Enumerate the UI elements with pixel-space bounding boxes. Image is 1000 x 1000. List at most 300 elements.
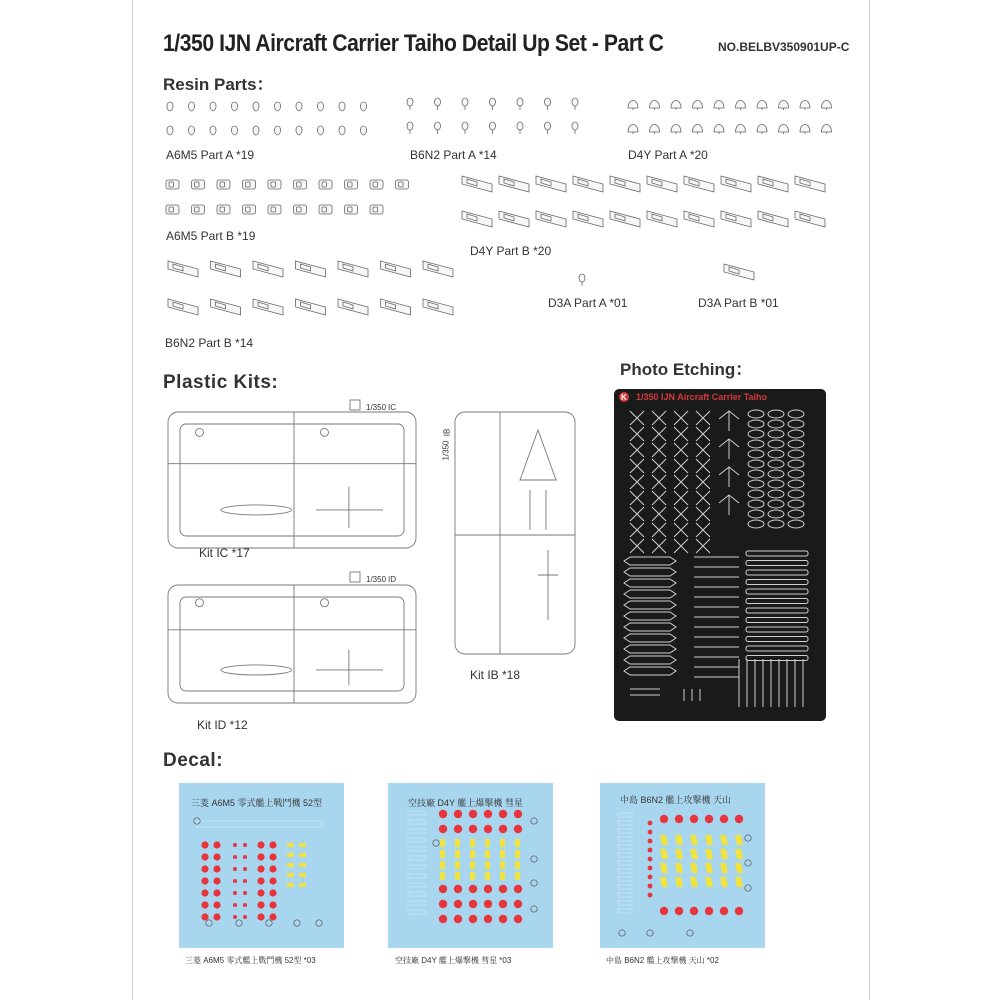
decal-index-marker <box>266 920 272 926</box>
resin-d4y-part-a <box>779 125 789 133</box>
decal-roundel-small <box>648 875 653 880</box>
resin-a6m5-part-b <box>399 182 404 187</box>
decal-roundel-small <box>648 884 653 889</box>
kit-id-scale-tag: 1/350 <box>366 575 387 584</box>
resin-d4y-part-a <box>757 125 767 133</box>
decal-clear-markings <box>408 811 426 815</box>
resin-d4y-part-a <box>628 125 638 133</box>
decal-roundel-large <box>439 825 447 833</box>
decal-roundel-small <box>233 843 237 847</box>
kit-ib-scale-tag: 1/350 <box>441 440 451 461</box>
decal-index-marker <box>531 906 537 912</box>
decal-roundel-large <box>499 810 507 818</box>
decal-yellow-stripe <box>720 835 728 845</box>
decal-roundel-small <box>243 903 247 907</box>
label-d4y-part-b: D4Y Part B *20 <box>470 244 552 258</box>
decal-caption-a6m5: 三菱 A6M5 零式艦上戰鬥機 52型 *03 <box>185 956 316 965</box>
resin-d4y-part-a <box>822 101 832 109</box>
decal-index-marker <box>745 860 751 866</box>
decal-roundel-large <box>269 889 276 896</box>
decal-index-marker <box>206 920 212 926</box>
decal-roundel-large <box>213 877 220 884</box>
decal-roundel-large <box>439 810 447 818</box>
sprue-kit-id <box>168 585 416 703</box>
decal-clear-markings <box>408 865 426 869</box>
decal-roundel-large <box>484 825 492 833</box>
decal-roundel-large <box>213 865 220 872</box>
decal-roundel-large <box>201 901 208 908</box>
decal-yellow-stripe <box>455 872 460 880</box>
decal-roundel-large <box>454 915 462 923</box>
decal-yellow-stripe <box>515 872 520 880</box>
decal-roundel-large <box>469 825 477 833</box>
decal-yellow-stripe <box>500 839 505 847</box>
decal-roundel-small <box>243 855 247 859</box>
decal-index-marker <box>316 920 322 926</box>
decal-roundel-large <box>454 900 462 908</box>
decal-roundel-small <box>233 891 237 895</box>
sprue-kit-id-tag-box <box>350 572 360 582</box>
photo-etching-heading: Photo Etching： <box>620 360 753 379</box>
resin-d4y-part-a <box>736 101 746 109</box>
decal-clear-markings <box>408 901 426 905</box>
decal-index-marker <box>294 920 300 926</box>
resin-a6m5-part-a <box>232 126 238 135</box>
resin-a6m5-part-b <box>169 207 174 212</box>
decal-title-d4y: 空技廠 D4Y 艦上爆撃機 彗星 <box>408 798 523 808</box>
decal-roundel-large <box>514 810 522 818</box>
decal-roundel-large <box>514 915 522 923</box>
decal-yellow-stripe <box>299 863 306 867</box>
decal-roundel-large <box>484 915 492 923</box>
resin-b6n2-part-a <box>545 98 551 106</box>
decal-caption-d4y: 空技廠 D4Y 艦上爆撃機 彗星 *03 <box>395 956 512 965</box>
decal-yellow-stripe <box>455 861 460 869</box>
resin-a6m5-part-b <box>246 207 251 212</box>
decal-sheet-d4y <box>388 783 553 948</box>
decal-index-marker <box>647 930 653 936</box>
kit-ib-tag: IB <box>442 428 452 437</box>
decal-index-marker <box>236 920 242 926</box>
decal-index-marker <box>745 835 751 841</box>
resin-d4y-part-a <box>779 101 789 109</box>
decal-index-marker <box>619 930 625 936</box>
resin-b6n2-part-a <box>462 122 468 130</box>
decal-roundel-small <box>243 879 247 883</box>
resin-a6m5-part-a <box>210 126 216 135</box>
plastic-kit-sprues <box>0 380 1000 780</box>
decal-yellow-stripe <box>470 861 475 869</box>
decal-roundel-large <box>735 815 743 823</box>
decal-roundel-small <box>233 855 237 859</box>
decal-yellow-stripe <box>705 849 713 859</box>
decal-sheet-a6m5 <box>179 783 344 948</box>
decal-clear-markings <box>618 845 632 849</box>
sprue-kit-ic <box>196 428 204 436</box>
resin-a6m5-part-b <box>322 182 327 187</box>
decal-roundel-small <box>233 915 237 919</box>
decal-yellow-stripe <box>299 873 306 877</box>
decal-roundel-small <box>648 821 653 826</box>
decal-clear-markings <box>618 813 632 817</box>
decal-yellow-stripe <box>440 872 445 880</box>
decal-roundel-large <box>499 825 507 833</box>
decal-roundel-large <box>257 901 264 908</box>
kit-id-tag: ID <box>388 575 396 584</box>
decal-roundel-large <box>257 877 264 884</box>
decal-yellow-stripe <box>500 850 505 858</box>
resin-b6n2-part-a <box>407 98 413 106</box>
decal-yellow-stripe <box>660 863 668 873</box>
decal-roundel-small <box>233 867 237 871</box>
resin-d4y-part-a <box>693 101 703 109</box>
decal-yellow-stripe <box>455 839 460 847</box>
decal-roundel-large <box>675 907 683 915</box>
resin-a6m5-part-b <box>246 182 251 187</box>
decal-index-marker <box>531 880 537 886</box>
decal-clear-markings <box>408 838 426 842</box>
decal-roundel-small <box>233 879 237 883</box>
decal-clear-markings <box>408 829 426 833</box>
decal-roundel-small <box>648 830 653 835</box>
sprue-kit-ic-tag-box <box>350 400 360 410</box>
decal-title-a6m5: 三菱 A6M5 零式艦上戰鬥機 52型 <box>191 798 323 808</box>
decal-roundel-large <box>269 853 276 860</box>
decal-roundel-large <box>257 841 264 848</box>
decal-roundel-large <box>201 841 208 848</box>
decal-roundel-large <box>213 901 220 908</box>
decal-clear-markings <box>618 885 632 889</box>
resin-b6n2-part-a <box>517 98 523 106</box>
sprue-kit-id <box>196 599 204 607</box>
decal-roundel-large <box>484 885 492 893</box>
decal-clear-markings <box>197 821 322 827</box>
resin-a6m5-part-b <box>220 182 225 187</box>
resin-d4y-part-a <box>671 125 681 133</box>
decal-yellow-stripe <box>440 850 445 858</box>
decal-yellow-stripe <box>470 872 475 880</box>
resin-d4y-part-a <box>736 125 746 133</box>
resin-a6m5-part-a <box>253 102 259 111</box>
resin-b6n2-part-a <box>545 122 551 130</box>
label-a6m5-part-b: A6M5 Part B *19 <box>166 229 256 243</box>
resin-a6m5-part-b <box>348 182 353 187</box>
resin-a6m5-part-b <box>220 207 225 212</box>
resin-b6n2-part-a <box>572 122 578 130</box>
resin-d4y-part-a <box>650 101 660 109</box>
label-kit-ib: Kit IB *18 <box>470 668 521 682</box>
resin-d4y-part-a <box>800 101 810 109</box>
decal-roundel-large <box>690 815 698 823</box>
label-b6n2-part-b: B6N2 Part B *14 <box>165 336 254 350</box>
decal-yellow-stripe <box>299 843 306 847</box>
decal-roundel-large <box>257 865 264 872</box>
resin-parts-heading: Resin Parts： <box>163 75 274 94</box>
resin-b6n2-part-a <box>517 122 523 130</box>
decal-roundel-large <box>269 841 276 848</box>
decal-index-marker <box>687 930 693 936</box>
resin-a6m5-part-a <box>167 126 173 135</box>
resin-d4y-part-a <box>693 125 703 133</box>
decal-roundel-large <box>469 810 477 818</box>
decal-yellow-stripe <box>485 861 490 869</box>
kit-ic-scale-tag: 1/350 <box>366 403 387 412</box>
decal-roundel-large <box>201 877 208 884</box>
decal-roundel-large <box>484 810 492 818</box>
decal-clear-markings <box>408 856 426 860</box>
decal-yellow-stripe <box>299 883 306 887</box>
resin-a6m5-part-a <box>318 126 324 135</box>
decal-yellow-stripe <box>287 873 294 877</box>
pe-sheet-title: 1/350 IJN Aircraft Carrier Taiho <box>636 392 768 402</box>
resin-d4y-part-a <box>714 101 724 109</box>
decal-roundel-small <box>243 843 247 847</box>
label-b6n2-part-a: B6N2 Part A *14 <box>410 148 497 162</box>
decal-yellow-stripe <box>705 877 713 887</box>
decal-roundel-large <box>213 889 220 896</box>
label-a6m5-part-a: A6M5 Part A *19 <box>166 148 255 162</box>
resin-b6n2-part-a <box>572 98 578 106</box>
resin-a6m5-part-a <box>296 102 302 111</box>
decal-clear-markings <box>618 909 632 913</box>
sprue-kit-id <box>180 597 404 691</box>
sprue-kit-id <box>321 599 329 607</box>
resin-a6m5-part-b <box>271 207 276 212</box>
label-kit-id: Kit ID *12 <box>197 718 248 732</box>
decal-roundel-large <box>660 815 668 823</box>
decal-roundel-large <box>439 915 447 923</box>
decal-clear-markings <box>408 910 426 914</box>
resin-d3a-part-a <box>579 274 585 282</box>
sprue-kit-ib <box>455 412 575 654</box>
decal-yellow-stripe <box>660 877 668 887</box>
decal-clear-markings <box>618 853 632 857</box>
decal-yellow-stripe <box>515 861 520 869</box>
decal-title-b6n2: 中島 B6N2 艦上攻撃機 天山 <box>620 795 732 805</box>
resin-a6m5-part-a <box>189 102 195 111</box>
resin-b6n2-part-a <box>490 122 496 130</box>
decal-roundel-small <box>243 891 247 895</box>
decal-roundel-large <box>705 815 713 823</box>
decal-caption-b6n2: 中島 B6N2 艦上攻撃機 天山 *02 <box>606 956 719 965</box>
resin-a6m5-part-a <box>361 126 367 135</box>
decal-yellow-stripe <box>735 877 743 887</box>
decal-yellow-stripe <box>720 849 728 859</box>
decal-roundel-large <box>469 900 477 908</box>
decal-index-marker <box>531 818 537 824</box>
resin-a6m5-part-a <box>296 126 302 135</box>
decal-roundel-small <box>648 893 653 898</box>
resin-a6m5-part-b <box>348 207 353 212</box>
decal-roundel-large <box>499 915 507 923</box>
resin-a6m5-part-b <box>297 182 302 187</box>
sprue-kit-ic <box>180 424 404 536</box>
resin-a6m5-part-b <box>322 207 327 212</box>
decal-index-marker <box>531 856 537 862</box>
resin-a6m5-part-a <box>361 102 367 111</box>
decal-yellow-stripe <box>705 835 713 845</box>
decal-roundel-large <box>257 889 264 896</box>
decal-roundel-large <box>269 901 276 908</box>
label-d3a-part-b: D3A Part B *01 <box>698 296 779 310</box>
decal-roundel-small <box>243 915 247 919</box>
decal-roundel-large <box>705 907 713 915</box>
decal-yellow-stripe <box>660 835 668 845</box>
decal-yellow-stripe <box>500 872 505 880</box>
sprue-kit-id <box>316 650 383 685</box>
resin-d4y-part-a <box>714 125 724 133</box>
decal-roundel-large <box>514 885 522 893</box>
decal-roundel-small <box>648 857 653 862</box>
sprue-kit-ib <box>538 550 558 620</box>
resin-b6n2-part-a <box>435 98 441 106</box>
resin-a6m5-part-a <box>339 126 345 135</box>
decal-yellow-stripe <box>735 835 743 845</box>
sprue-kit-ic <box>316 487 383 528</box>
decal-roundel-large <box>484 900 492 908</box>
decal-yellow-stripe <box>720 863 728 873</box>
decal-yellow-stripe <box>735 863 743 873</box>
decal-yellow-stripe <box>485 872 490 880</box>
decal-roundel-large <box>269 865 276 872</box>
resin-d4y-part-a <box>757 101 767 109</box>
decal-roundel-small <box>648 839 653 844</box>
plastic-kits-heading: Plastic Kits: <box>163 372 279 393</box>
decal-roundel-large <box>514 900 522 908</box>
decal-yellow-stripe <box>690 835 698 845</box>
decal-roundel-large <box>213 853 220 860</box>
decal-yellow-stripe <box>287 863 294 867</box>
decal-roundel-large <box>469 885 477 893</box>
decal-clear-markings <box>618 877 632 881</box>
pe-logo: K <box>621 393 627 402</box>
decal-index-marker <box>745 885 751 891</box>
decal-heading: Decal: <box>163 750 224 771</box>
decal-roundel-large <box>269 913 276 920</box>
decal-yellow-stripe <box>515 839 520 847</box>
page-title: 1/350 IJN Aircraft Carrier Taiho Detail Up Set - Part C <box>163 30 664 57</box>
decal-roundel-large <box>469 915 477 923</box>
decal-roundel-large <box>514 825 522 833</box>
decal-roundel-large <box>257 913 264 920</box>
resin-a6m5-part-a <box>318 102 324 111</box>
decal-yellow-stripe <box>440 839 445 847</box>
decal-clear-markings <box>618 869 632 873</box>
decal-yellow-stripe <box>500 861 505 869</box>
resin-d4y-part-a <box>628 101 638 109</box>
decal-roundel-large <box>201 853 208 860</box>
decal-yellow-stripe <box>705 863 713 873</box>
decal-clear-markings <box>618 861 632 865</box>
decal-clear-markings <box>408 820 426 824</box>
label-d4y-part-a: D4Y Part A *20 <box>628 148 708 162</box>
decal-yellow-stripe <box>690 863 698 873</box>
decal-yellow-stripe <box>720 877 728 887</box>
decal-yellow-stripe <box>660 849 668 859</box>
label-d3a-part-a: D3A Part A *01 <box>548 296 628 310</box>
decal-clear-markings <box>408 883 426 887</box>
resin-a6m5-part-a <box>275 102 281 111</box>
resin-a6m5-part-a <box>189 126 195 135</box>
decal-roundel-large <box>660 907 668 915</box>
decal-roundel-large <box>213 841 220 848</box>
decal-roundel-large <box>201 913 208 920</box>
resin-b6n2-part-a <box>435 122 441 130</box>
decal-index-marker <box>433 840 439 846</box>
decal-roundel-large <box>675 815 683 823</box>
decal-clear-markings <box>408 892 426 896</box>
resin-a6m5-part-b <box>195 207 200 212</box>
decal-roundel-large <box>690 907 698 915</box>
decal-roundel-large <box>257 853 264 860</box>
decal-roundel-large <box>499 885 507 893</box>
decal-clear-markings <box>408 847 426 851</box>
resin-b6n2-part-a <box>407 122 413 130</box>
decal-roundel-small <box>233 903 237 907</box>
decal-yellow-stripe <box>287 843 294 847</box>
decal-roundel-small <box>648 866 653 871</box>
decal-yellow-stripe <box>515 850 520 858</box>
resin-a6m5-part-a <box>232 102 238 111</box>
decal-clear-markings <box>618 821 632 825</box>
product-number: NO.BELBV350901UP-C <box>718 40 850 54</box>
resin-a6m5-part-a <box>275 126 281 135</box>
decal-yellow-stripe <box>470 850 475 858</box>
decal-roundel-large <box>454 810 462 818</box>
decal-roundel-large <box>201 865 208 872</box>
decal-roundel-large <box>735 907 743 915</box>
resin-d4y-part-a <box>650 125 660 133</box>
sprue-kit-ic <box>321 428 329 436</box>
decal-yellow-stripe <box>735 849 743 859</box>
sprue-kit-id <box>221 665 292 675</box>
decal-yellow-stripe <box>675 835 683 845</box>
decal-roundel-small <box>243 867 247 871</box>
resin-a6m5-part-b <box>297 207 302 212</box>
resin-d4y-part-a <box>671 101 681 109</box>
decal-roundel-large <box>720 907 728 915</box>
decal-roundel-large <box>201 889 208 896</box>
decal-yellow-stripe <box>299 853 306 857</box>
decal-yellow-stripe <box>485 839 490 847</box>
kit-ic-tag: IC <box>388 403 396 412</box>
decal-roundel-large <box>439 900 447 908</box>
decal-roundel-large <box>439 885 447 893</box>
sprue-kit-ib <box>520 430 556 530</box>
decal-yellow-stripe <box>675 849 683 859</box>
decal-roundel-large <box>213 913 220 920</box>
resin-a6m5-part-b <box>195 182 200 187</box>
resin-d4y-part-a <box>822 125 832 133</box>
decal-yellow-stripe <box>440 861 445 869</box>
resin-a6m5-part-a <box>167 102 173 111</box>
decal-roundel-large <box>454 825 462 833</box>
decal-roundel-large <box>720 815 728 823</box>
decal-yellow-stripe <box>470 839 475 847</box>
resin-a6m5-part-a <box>253 126 259 135</box>
resin-parts-drawing <box>0 0 1000 360</box>
decal-yellow-stripe <box>287 883 294 887</box>
sprue-kit-ic <box>221 505 292 515</box>
resin-d4y-part-a <box>800 125 810 133</box>
label-kit-ic: Kit IC *17 <box>199 546 250 560</box>
decal-clear-markings <box>618 901 632 905</box>
decal-yellow-stripe <box>455 850 460 858</box>
decal-clear-markings <box>618 893 632 897</box>
resin-a6m5-part-b <box>271 182 276 187</box>
decal-yellow-stripe <box>690 849 698 859</box>
sprue-kit-ic <box>168 412 416 548</box>
